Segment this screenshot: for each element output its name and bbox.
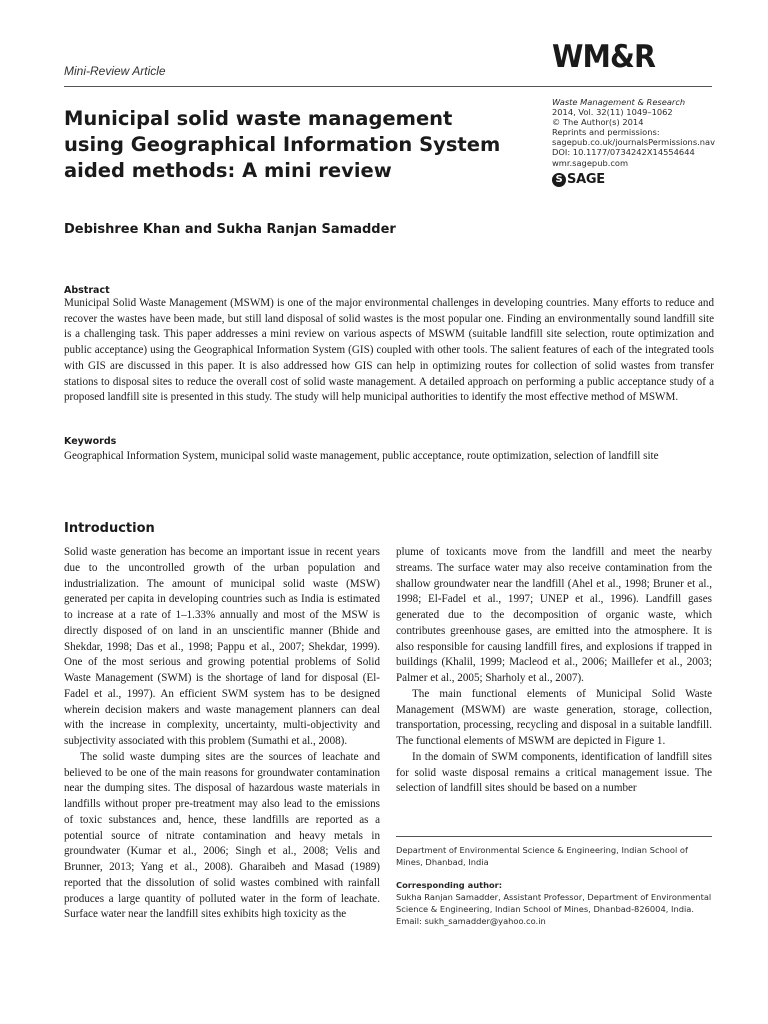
journal-site-link[interactable]: wmr.sagepub.com	[552, 157, 629, 168]
journal-name: Waste Management & Research	[552, 97, 686, 107]
affiliation: Department of Environmental Science & Engineering, Indian School of Mines, Dhanbad, India	[396, 845, 688, 867]
abstract-text: Municipal Solid Waste Management (MSWM) is one of the major environmental challenges in developing countries. Many efforts to reduce and recover the wastes have been made, but still land disposal of solid wastes is the most popular one. Finding an environmentally sound landfill site is a challenging task. This paper addresses a mini review on various aspects of MSWM (suitable landfill site selection, route optimization and public acceptance) using the Geographical Information System (GIS) coupled with other tools. The salient features of each of the integrated tools with GIS are discussed in this paper. It is also addressed how GIS can help in optimizing routes for collection of solid wastes from transfer stations to disposal sites to reduce the overall cost of solid waste management. A detailed approach on performing a public acceptance study of a proposed landfill site is presented in this study. The study will help municipal authorities to identify the most effective method of MSWM.	[64, 297, 714, 404]
keywords-heading: Keywords	[64, 436, 117, 447]
footnotes	[396, 844, 714, 927]
copyright: © The Author(s) 2014	[552, 117, 644, 128]
article-type: Mini-Review Article	[64, 64, 166, 78]
journal-volume: 2014, Vol. 32(11) 1049–1062	[552, 107, 673, 118]
intro-right-column	[396, 545, 712, 797]
publisher-name: SAGE	[567, 172, 605, 187]
intro-paragraph: The solid waste dumping sites are the sources of leachate and believed to be one of the main reasons for groundwater contamination near the dumping sites. The disposal of hazardous waste materials in landfills without proper pre-treatment may also lead to the emissions of toxic substances and, hence, these landfills are reported as a potential source of nitrate contamination and heavy metals in groundwater (Kumar et al., 2006; Singh et al., 2008; Velis and Brunner, 2013; Yang et al., 2008). Gharaibeh and Masad (1989) reported that the dissolution of solid wastes combined with rainfall produces a large quantity of polluted water in the form of leachate. Surface water near the landfill sites exhibits high toxicity as the	[64, 750, 380, 921]
intro-paragraph: The main functional elements of Municipal Solid Waste Management (MSWM) are waste generation, storage, collection, transportation, processing, recycling and disposal in a suitable landfill. The functional elements of MSWM are depicted in Figure 1.	[396, 687, 712, 747]
corresponding-email[interactable]: Email: sukh_samadder@yahoo.co.in	[396, 916, 546, 926]
reprints-link[interactable]: sagepub.co.uk/journalsPermissions.nav	[552, 137, 716, 148]
intro-paragraph: Solid waste generation has become an important issue in recent years due to the uncontrolled growth of the urban population and industrialization. The amount of municipal solid waste (MSW) generated per capita in developing countries such as India is estimated to increase at a rate of 1–1.33% annually and most of the MSW is directly disposed of on land in an unscientific manner (Bhide and Shekdar, 1998; Das et al., 1998; Pappu et al., 2007; Shekdar, 1999). One of the most serious and growing potential problems of Solid Waste Management (SWM) is the shortage of land for disposal (El-Fadel et al., 1997). An efficient SWM system has to be designed wherein decision makers and waste management planners can deal with the increase in complexity, uncertainty, multi-objectivity and subjectivity associated with this problem (Sumathi et al., 2008).	[64, 546, 380, 747]
corresponding-author-label: Corresponding author:	[396, 880, 503, 890]
keywords-text: Geographical Information System, municipal solid waste management, public acceptance, route optimization, selection of landfill site	[64, 450, 659, 462]
article-title: Municipal solid waste management using Geographical Information System aided methods: A mini review	[64, 107, 501, 182]
intro-paragraph: plume of toxicants move from the landfill and meet the nearby streams. The surface water may also receive contamination from the shallow groundwater near the landfill (Ahel et al., 1998; Bruner et al., 1998; El-Fadel et al., 1997; UNEP et al., 1996). Landfill gases generated due to the decomposition of organic waste, which contributes greenhouse gases, are emitted into the atmosphere. It is also responsible for causing landfill fires, and explosions if trapped in buildings (Khalil, 1999; Macleod et al., 2006; Maillefer et al., 2003; Palmer et al., 2005; Sharholy et al., 2007).	[396, 546, 712, 684]
sage-mark-icon: S	[552, 173, 566, 187]
abstract-heading: Abstract	[64, 285, 110, 296]
journal-info	[552, 97, 722, 168]
reprints-label: Reprints and permissions:	[552, 127, 660, 138]
corresponding-author-text: Sukha Ranjan Samadder, Assistant Professor, Department of Environmental Science & Engineering, Indian School of Mines, Dhanbad-826004, India.	[396, 892, 712, 914]
doi[interactable]: DOI: 10.1177/0734242X14554644	[552, 147, 695, 158]
introduction-heading: Introduction	[64, 521, 155, 536]
footnote-divider	[396, 836, 712, 837]
header-divider	[64, 86, 712, 87]
authors: Debishree Khan and Sukha Ranjan Samadder	[64, 222, 396, 237]
publisher-logo	[552, 172, 605, 187]
intro-paragraph: In the domain of SWM components, identification of landfill sites for solid waste disposal remains a critical management issue. The selection of landfill sites should be based on a number	[396, 750, 712, 795]
intro-left-column	[64, 545, 380, 923]
journal-logo: WM&R	[552, 39, 655, 75]
